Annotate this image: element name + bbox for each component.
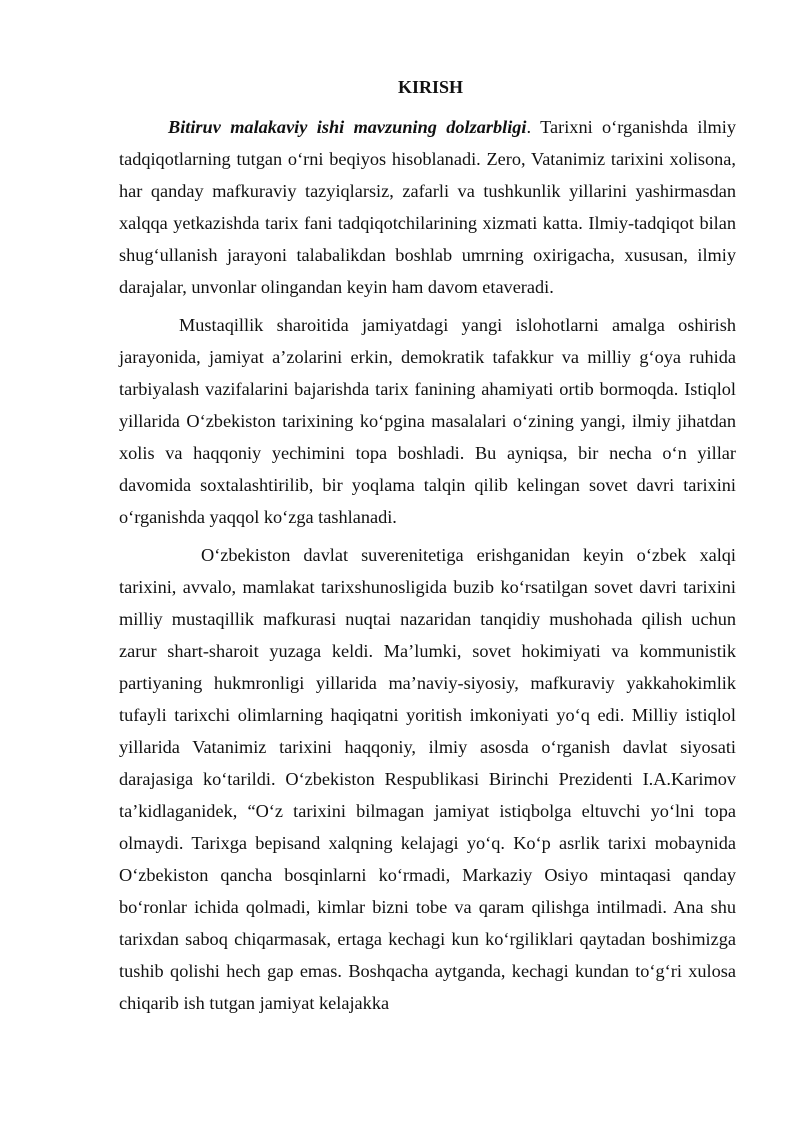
paragraph-sovereignty: O‘zbekiston davlat suverenitetiga erishganidan keyin o‘zbek xalqi tarixini, avvalo, mamlakat tarixshunosligida buzib ko‘rsatilgan sovet davri tarixini milliy mustaqillik mafkurasi nuqtai nazaridan tanqidiy mushohada qilish uchun zarur shart-sharoit yuzaga keldi. Ma’lumki, sovet hokimiyati va kommunistik partiyaning hukmronligi yillarida ma’naviy-siyosiy, mafkuraviy yakkahokimlik tufayli tarixchi olimlarning haqiqatni yoritish imkoniyati yo‘q edi. Milliy istiqlol yillarida Vatanimiz tarixini haqqoniy, ilmiy asosda o‘rganish davlat siyosati darajasiga ko‘tarildi. O‘zbekiston Respublikasi Birinchi Prezidenti I.A.Karimov ta’kidlaganidek, “O‘z tarixini bilmagan jamiyat istiqbolga eltuvchi yo‘lni topa olmaydi. Tarixga bepisand xalqning kelajagi yo‘q. Ko‘p asrlik tarixi mobaynida O‘zbekiston qancha bosqinlarni ko‘rmadi, Markaziy Osiyo mintaqasi qanday bo‘ronlar ichida qolmadi, kimlar bizni tobe va qaram qilishga intilmadi. Ana shu tarixdan saboq chiqarmasak, ertaga kechagi kun ko‘rgiliklari qaytadan boshimizga tushib qolishi hech gap emas. Boshqacha aytganda, kechagi kundan to‘g‘ri xulosa chiqarib ish tutgan jamiyat kelajakka <box>119 545 736 1013</box>
paragraph-independence: Mustaqillik sharoitida jamiyatdagi yangi islohotlarni amalga oshirish jarayonida, jamiyat a’zolarini erkin, demokratik tafakkur va milliy g‘oya ruhida tarbiyalash vazifalarini bajarishda tarix fanining ahamiyati ortib bormoqda. Istiqlol yillarida O‘zbekiston tarixining ko‘pgina masalalari o‘zining yangi, ilmiy jihatdan xolis va haqqoniy yechimini topa boshladi. Bu ayniqsa, bir necha o‘n yillar davomida soxtalashtirilib, bir yoqlama talqin qilib kelingan sovet davri tarixini o‘rganishda yaqqol ko‘zga tashlanadi. <box>119 315 736 527</box>
page-title: KIRISH <box>397 77 464 97</box>
section-lead-heading: Bitiruv malakaviy ishi mavzuning dolzarbligi <box>168 117 527 137</box>
document-page <box>119 72 736 1019</box>
paragraph-relevance-text: . Tarixni o‘rganishda ilmiy tadqiqotlarning tutgan o‘rni beqiyos hisoblanadi. Zero, Vatanimiz tarixini xolisona, har qanday mafkuraviy tazyiqlarsiz, zafarli va tushkunlik yillarini yashirmasdan xalqqa yetkazishda tarix fani tadqiqotchilarining xizmati katta. Ilmiy-tadqiqot bilan shug‘ullanish jarayoni talabalikdan boshlab umrning oxirigacha, xususan, ilmiy darajalar, unvonlar olingandan keyin ham davom etaveradi. <box>119 117 736 297</box>
paragraph-relevance <box>119 111 736 303</box>
